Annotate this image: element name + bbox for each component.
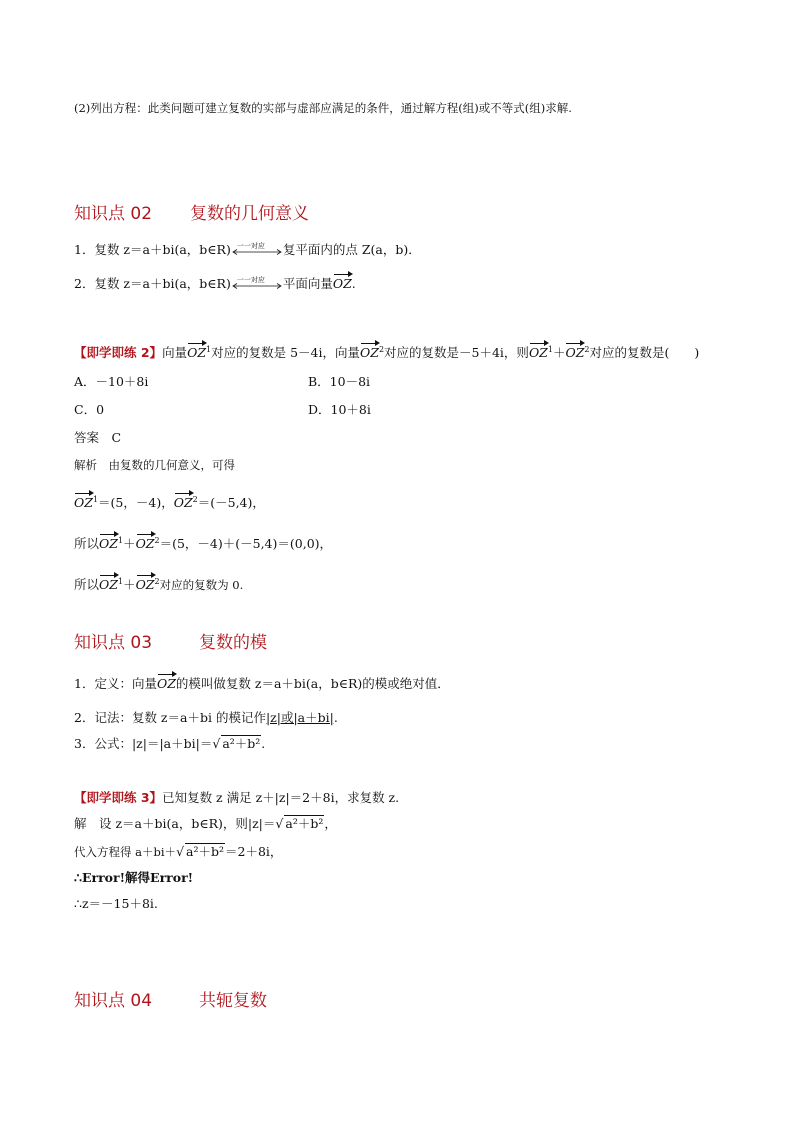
equation-2: 所以$OZ^1+OZ^2=(5$，－4)＋(－5,4)＝(0,0)，	[74, 536, 333, 552]
section-title: 共轭复数	[199, 991, 267, 1011]
intro-line: (2)列出方程：此类问题可建立复数的实部与虚部应满足的条件，通过解方程(组)或不等式(组)求解.	[74, 101, 572, 115]
section-title: 复数的模	[199, 633, 267, 653]
option-b: B．10－8i	[308, 374, 371, 389]
geo-item-2: 2．复数 z＝a＋bi(a，b∈R) 一一对应 平面向量OZ.	[74, 275, 356, 291]
practice-3-step-1: 解 设 z＝a＋bi(a，b∈R)，则|z|＝√ a²＋b²，	[74, 816, 337, 831]
double-arrow-icon: 一一对应	[231, 278, 283, 292]
analysis: 解析 由复数的几何意义，可得	[74, 458, 235, 472]
modulus-notation: 2．记法：复数 z＝a＋bi 的模记作|z|或|a＋bi|.	[74, 710, 338, 725]
modulus-formula: 3．公式：|z|＝|a＋bi|＝√ a²＋b².	[74, 736, 266, 751]
section-heading-02	[74, 203, 309, 225]
equation-3: 所以$OZ^1+OZ^2$对应的复数为 0.	[74, 577, 244, 593]
practice-3-step-2: 代入方程得 a＋bi＋√ a²＋b²＝2＋8i，	[74, 844, 283, 859]
option-c: C．0	[74, 402, 105, 417]
section-heading-04	[74, 990, 267, 1012]
practice-2-question: 【即学即练 2】向量$OZ^1$对应的复数是 5－4i，向量$OZ^2$对应的复数是－5＋4i，则$OZ^1+OZ^2$对应的复数是( )	[74, 345, 700, 361]
section-number: 知识点 04	[74, 991, 153, 1011]
section-number: 知识点 03	[74, 633, 153, 653]
sqrt-icon: √	[212, 736, 221, 751]
double-arrow-icon: 一一对应	[231, 244, 283, 258]
practice-3-step-3: ∴Error!解得Error!	[74, 870, 194, 885]
sqrt-icon: √	[176, 844, 185, 859]
sqrt-icon: √	[275, 816, 284, 831]
section-title: 复数的几何意义	[190, 204, 309, 224]
option-d: D．10＋8i	[308, 402, 371, 417]
equation-1: $OZ^1=(5$，－4)，$OZ^2=(-5,4)$，	[74, 495, 265, 511]
practice-3-question: 【即学即练 3】已知复数 z 满足 z＋|z|＝2＋8i，求复数 z.	[74, 790, 400, 805]
practice-3-step-4: ∴z＝－15＋8i.	[74, 896, 158, 911]
modulus-definition: 1．定义：向量OZ的模叫做复数 z＝a＋bi(a，b∈R)的模或绝对值．	[74, 676, 450, 691]
section-number: 知识点 02	[74, 204, 153, 224]
option-a: A．－10＋8i	[74, 374, 149, 389]
section-heading-03	[74, 632, 267, 654]
answer: 答案 C	[74, 430, 122, 445]
geo-item-1: 1．复数 z＝a＋bi(a，b∈R) 一一对应 复平面内的点 Z(a，b)．	[74, 241, 421, 257]
